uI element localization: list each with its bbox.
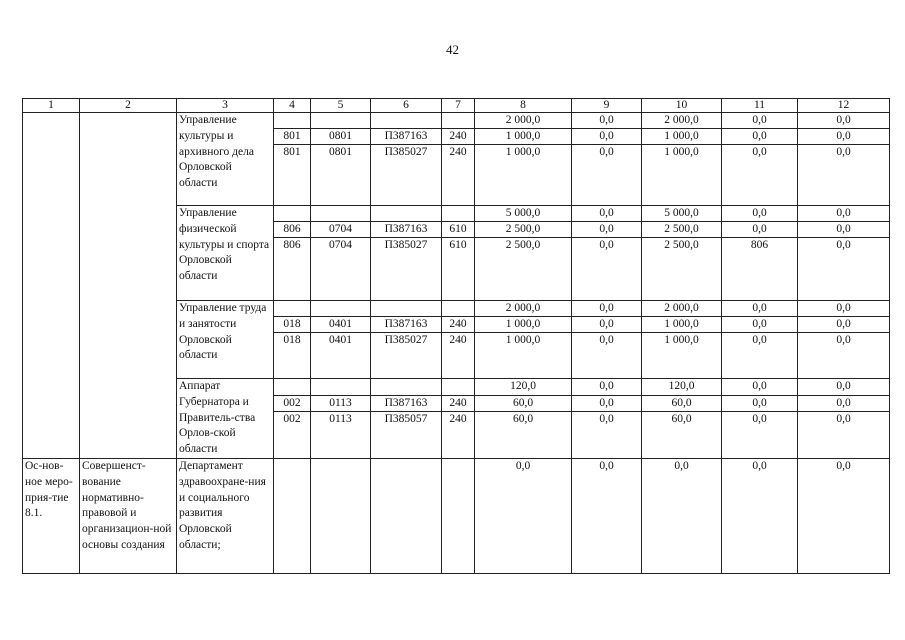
cell-col1-empty [23, 113, 80, 459]
value: 0,0 [798, 333, 890, 379]
col-header-6: 6 [371, 99, 442, 113]
value: 1 000,0 [642, 333, 722, 379]
value: 0,0 [722, 333, 798, 379]
value: 1 000,0 [642, 145, 722, 206]
total-value: 2 000,0 [642, 113, 722, 129]
measure-agency: Департамент здравоохране-ния и социального развития Орловской области; [177, 458, 274, 573]
value: 0,0 [798, 145, 890, 206]
table-row [23, 113, 890, 129]
value: 0,0 [642, 458, 722, 573]
value: 1 000,0 [475, 145, 572, 206]
total-value: 0,0 [572, 113, 642, 129]
value: 0,0 [572, 333, 642, 379]
value: 806 [722, 238, 798, 301]
code-c6: П385027 [371, 145, 442, 206]
col-header-3: 3 [177, 99, 274, 113]
total-value: 2 000,0 [475, 301, 572, 317]
code-c5: 0801 [311, 129, 371, 145]
code-c6: П387163 [371, 222, 442, 238]
code-c6: П387163 [371, 317, 442, 333]
agency-name: Аппарат Губернатора и Правитель-ства Орлов-ской области [177, 379, 274, 459]
value: 1 000,0 [475, 333, 572, 379]
total-value: 120,0 [475, 379, 572, 396]
total-value: 0,0 [722, 301, 798, 317]
code-c4: 002 [274, 412, 311, 459]
value: 0,0 [572, 395, 642, 412]
code-c7: 240 [442, 395, 475, 412]
agency-name: Управление труда и занятости Орловской области [177, 301, 274, 379]
col-header-10: 10 [642, 99, 722, 113]
code-c7: 610 [442, 222, 475, 238]
value: 0,0 [475, 458, 572, 573]
value: 0,0 [572, 317, 642, 333]
total-value: 0,0 [798, 206, 890, 222]
value: 0,0 [572, 129, 642, 145]
value: 2 500,0 [642, 222, 722, 238]
budget-table [22, 98, 890, 574]
col-header-7: 7 [442, 99, 475, 113]
value: 60,0 [642, 412, 722, 459]
code-c7: 240 [442, 145, 475, 206]
total-value: 0,0 [798, 379, 890, 396]
value: 1 000,0 [642, 317, 722, 333]
code-c5: 0401 [311, 333, 371, 379]
value: 0,0 [722, 395, 798, 412]
value: 0,0 [722, 222, 798, 238]
total-value: 2 000,0 [642, 301, 722, 317]
value: 60,0 [475, 395, 572, 412]
value: 0,0 [722, 317, 798, 333]
col-header-5: 5 [311, 99, 371, 113]
col-header-12: 12 [798, 99, 890, 113]
value: 0,0 [798, 129, 890, 145]
total-value: 0,0 [572, 379, 642, 396]
header-row [23, 99, 890, 113]
code-c7: 240 [442, 412, 475, 459]
value: 1 000,0 [642, 129, 722, 145]
value: 2 500,0 [475, 238, 572, 301]
value: 0,0 [572, 145, 642, 206]
code-c4: 002 [274, 395, 311, 412]
col-header-4: 4 [274, 99, 311, 113]
col-header-8: 8 [475, 99, 572, 113]
table-row [23, 458, 890, 573]
code-c7: 240 [442, 333, 475, 379]
total-value: 0,0 [798, 301, 890, 317]
code-c5: 0704 [311, 238, 371, 301]
col-header-2: 2 [80, 99, 177, 113]
agency-name: Управление физической культуры и спорта Орловской области [177, 206, 274, 301]
code-c4: 806 [274, 222, 311, 238]
value: 60,0 [642, 395, 722, 412]
col-header-9: 9 [572, 99, 642, 113]
value: 0,0 [798, 222, 890, 238]
value: 0,0 [572, 222, 642, 238]
value: 1 000,0 [475, 129, 572, 145]
total-value: 0,0 [722, 379, 798, 396]
code-c5: 0113 [311, 395, 371, 412]
code-c4: 018 [274, 333, 311, 379]
code-c4: 801 [274, 145, 311, 206]
value: 0,0 [722, 129, 798, 145]
col-header-1: 1 [23, 99, 80, 113]
code-c5: 0113 [311, 412, 371, 459]
total-value: 0,0 [798, 113, 890, 129]
code-c5: 0401 [311, 317, 371, 333]
value: 0,0 [798, 412, 890, 459]
total-value: 0,0 [722, 206, 798, 222]
value: 0,0 [798, 395, 890, 412]
code-c4: 806 [274, 238, 311, 301]
value: 0,0 [572, 458, 642, 573]
value: 0,0 [572, 238, 642, 301]
col-header-11: 11 [722, 99, 798, 113]
code-c6: П385057 [371, 412, 442, 459]
value: 0,0 [572, 412, 642, 459]
total-value: 120,0 [642, 379, 722, 396]
total-value: 5 000,0 [642, 206, 722, 222]
code-c4: 018 [274, 317, 311, 333]
total-value: 0,0 [572, 206, 642, 222]
value: 2 500,0 [475, 222, 572, 238]
value: 1 000,0 [475, 317, 572, 333]
code-c6: П385027 [371, 238, 442, 301]
code-c4: 801 [274, 129, 311, 145]
code-c7: 610 [442, 238, 475, 301]
value: 0,0 [798, 238, 890, 301]
total-value: 0,0 [722, 113, 798, 129]
value: 0,0 [722, 412, 798, 459]
total-value: 5 000,0 [475, 206, 572, 222]
value: 0,0 [722, 145, 798, 206]
value: 0,0 [722, 458, 798, 573]
value: 0,0 [798, 317, 890, 333]
measure-number: Ос-нов-ное меро-прия-тие 8.1. [23, 458, 80, 573]
value: 2 500,0 [642, 238, 722, 301]
code-c7: 240 [442, 129, 475, 145]
code-c7: 240 [442, 317, 475, 333]
code-c6: П387163 [371, 129, 442, 145]
measure-description: Совершенст-вование нормативно-правовой и организацион-ной основы создания [80, 458, 177, 573]
agency-name: Управление культуры и архивного дела Орловской области [177, 113, 274, 206]
value: 0,0 [798, 458, 890, 573]
total-value: 2 000,0 [475, 113, 572, 129]
code-c5: 0704 [311, 222, 371, 238]
code-c6: П387163 [371, 395, 442, 412]
value: 60,0 [475, 412, 572, 459]
code-c5: 0801 [311, 145, 371, 206]
page-number: 42 [446, 42, 459, 57]
cell-col2-empty [80, 113, 177, 459]
code-c6: П385027 [371, 333, 442, 379]
total-value: 0,0 [572, 301, 642, 317]
